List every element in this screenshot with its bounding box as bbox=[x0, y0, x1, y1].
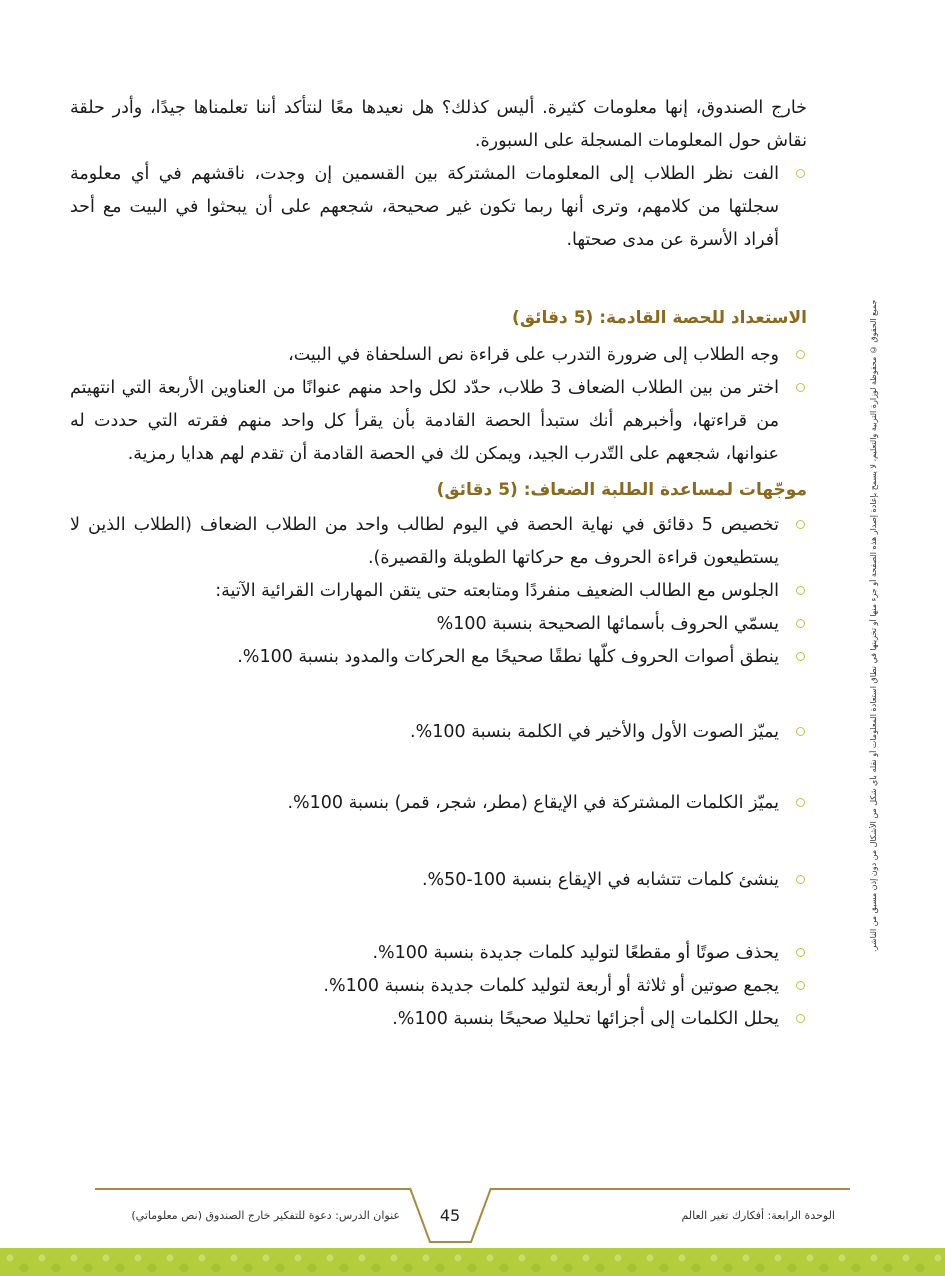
bullet-icon bbox=[796, 383, 805, 392]
list-item bbox=[70, 575, 807, 608]
bullet-paragraph bbox=[70, 158, 807, 257]
list-item bbox=[70, 787, 807, 820]
copyright-note: جميع الحقوق © محفوظة لوزارة التربية والتعليم، لا يسمح بإعادة إصدار هذه الصفحة أو جزء منها أو تخزينها في نطاق استعادة المعلومات أو نقله بأي شكل من الأشكال من دون إذن مسبق من الناشر. bbox=[869, 300, 878, 953]
list-item bbox=[70, 937, 807, 970]
list-item bbox=[70, 509, 807, 575]
list-item-text: يحلل الكلمات إلى أجزائها تحليلا صحيحًا بنسبة 100%. bbox=[392, 1009, 779, 1029]
list-item bbox=[70, 641, 807, 674]
list-item-text: يسمّي الحروف بأسمائها الصحيحة بنسبة 100% bbox=[436, 614, 779, 634]
list-item-text: ينطق أصوات الحروف كلّها نطقًا صحيحًا مع الحركات والمدود بنسبة 100%. bbox=[237, 647, 779, 667]
list-item-text: ينشئ كلمات تتشابه في الإيقاع بنسبة 100-50%. bbox=[421, 870, 779, 890]
list-item bbox=[70, 339, 807, 372]
list-item bbox=[70, 372, 807, 471]
section-heading-support: موجّهات لمساعدة الطلبة الضعاف: (5 دقائق) bbox=[436, 480, 807, 500]
bullet-icon bbox=[796, 798, 805, 807]
list-item-text: اختر من بين الطلاب الضعاف 3 طلاب، حدّد لكل واحد منهم عنوانًا من العناوين الأربعة التي انتهيتم من قراءتها، وأخبرهم أنك ستبدأ الحصة القادمة بأن يقرأ كل واحد منهم فقرته التي حددت له عنوانها، شجعهم على التّدرب الجيد، ويمكن لك في الحصة القادمة أن تقدم لهم هدايا رمزية. bbox=[70, 378, 779, 464]
footer-rule-left bbox=[95, 1188, 410, 1190]
decorative-band bbox=[0, 1248, 945, 1276]
list-item bbox=[70, 608, 807, 641]
list-item-text: يميّز الكلمات المشتركة في الإيقاع (مطر، شجر، قمر) بنسبة 100%. bbox=[287, 793, 779, 813]
bullet-icon bbox=[796, 948, 805, 957]
page-number: 45 bbox=[439, 1206, 461, 1225]
bullet-icon bbox=[796, 520, 805, 529]
footer-rule-right bbox=[490, 1188, 850, 1190]
list-item bbox=[70, 970, 807, 1003]
bullet-icon bbox=[796, 727, 805, 736]
list-item-text: تخصيص 5 دقائق في نهاية الحصة في اليوم لطالب واحد من الطلاب الضعاف (الطلاب الذين لا يستطيعون قراءة الحروف مع حركاتها الطويلة والقصيرة). bbox=[70, 515, 779, 568]
bullet-icon bbox=[796, 1014, 805, 1023]
list-item-text: يحذف صوتًا أو مقطعًا لتوليد كلمات جديدة بنسبة 100%. bbox=[372, 943, 779, 963]
list-item-text: يميّز الصوت الأول والأخير في الكلمة بنسبة 100%. bbox=[410, 722, 779, 742]
list-item-text: يجمع صوتين أو ثلاثة أو أربعة لتوليد كلمات جديدة بنسبة 100%. bbox=[323, 976, 779, 996]
section-heading-prep: الاستعداد للحصة القادمة: (5 دقائق) bbox=[512, 308, 807, 328]
bullet-icon bbox=[796, 981, 805, 990]
footer-lesson: عنوان الدرس: دعوة للتفكير خارج الصندوق (نص معلوماتي) bbox=[131, 1209, 400, 1222]
footer-unit: الوحدة الرابعة: أفكارك تغير العالم bbox=[681, 1209, 835, 1222]
bullet-icon bbox=[796, 875, 805, 884]
paragraph-text: الفت نظر الطلاب إلى المعلومات المشتركة بين القسمين إن وجدت، ناقشهم في أي معلومة سجلتها من كلامهم، وترى أنها ربما تكون غير صحيحة، شجعهم على أن يبحثوا في البيت مع أحد أفراد الأسرة عن مدى صحتها. bbox=[70, 164, 779, 250]
list-item-text: الجلوس مع الطالب الضعيف منفردًا ومتابعته حتى يتقن المهارات القرائية الآتية: bbox=[215, 581, 779, 601]
bullet-icon bbox=[796, 652, 805, 661]
bullet-icon bbox=[796, 586, 805, 595]
bullet-icon bbox=[796, 619, 805, 628]
list-item bbox=[70, 1003, 807, 1036]
list-item-text: وجه الطلاب إلى ضرورة التدرب على قراءة نص السلحفاة في البيت، bbox=[288, 345, 779, 365]
bullet-icon bbox=[796, 169, 805, 178]
list-item bbox=[70, 864, 807, 897]
paragraph-text: خارج الصندوق، إنها معلومات كثيرة. أليس كذلك؟ هل نعيدها معًا لنتأكد أننا تعلمناها جيدًا، وأدر حلقة نقاش حول المعلومات المسجلة على السبورة. bbox=[70, 98, 807, 151]
bullet-icon bbox=[796, 350, 805, 359]
page-content bbox=[70, 92, 807, 1036]
paragraph-intro bbox=[70, 92, 807, 158]
list-item bbox=[70, 716, 807, 749]
